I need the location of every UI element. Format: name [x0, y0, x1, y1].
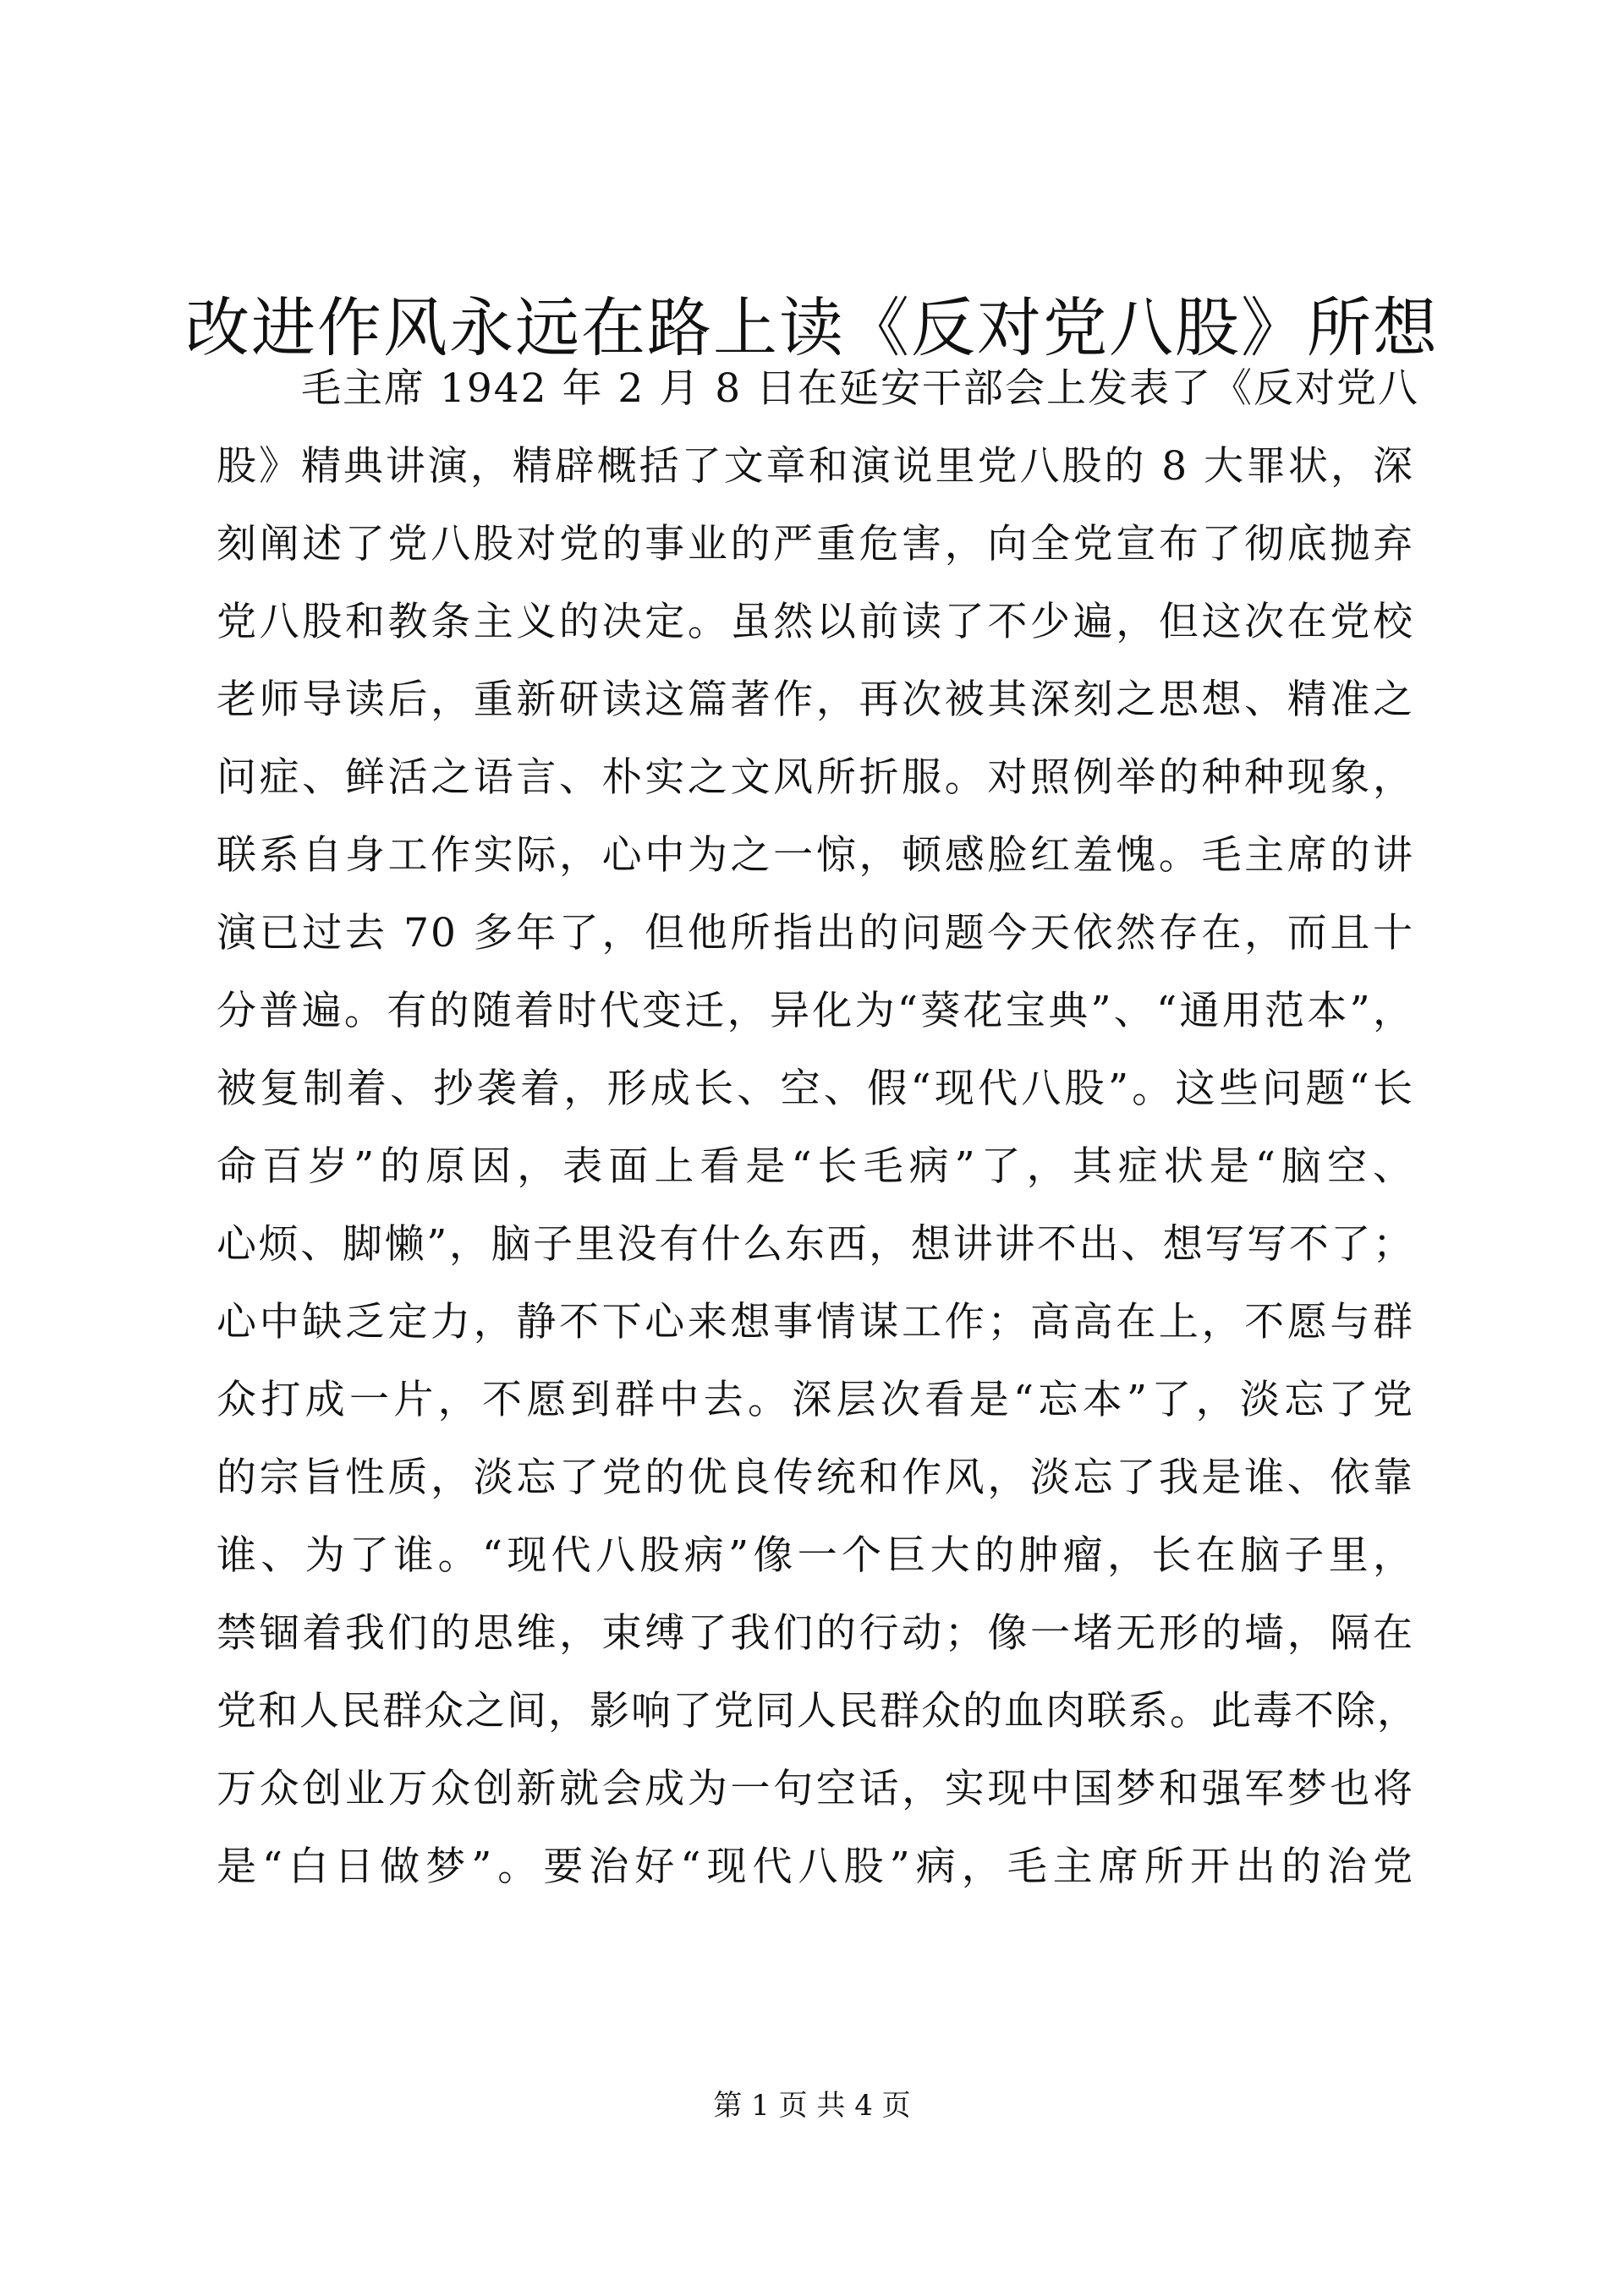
document-title: 改进作风永远在路上读《反对党八股》所想 — [185, 290, 1439, 365]
body-line: 被复制着、抄袭着，形成长、空、假“现代八股”。这些问题“长 — [217, 1066, 1414, 1112]
body-line: 问症、鲜活之语言、朴实之文风所折服。对照例举的种种现象， — [217, 754, 1414, 801]
body-line: 党八股和教条主义的决定。虽然以前读了不少遍，但这次在党校 — [217, 599, 1414, 645]
page-indicator: 第 1 页 共 4 页 — [713, 2089, 911, 2123]
page-footer — [0, 2085, 1624, 2127]
body-line: 是“白日做梦”。要治好“现代八股”病，毛主席所开出的治党 — [217, 1844, 1414, 1890]
body-line: 联系自身工作实际，心中为之一惊，顿感脸红羞愧。毛主席的讲 — [217, 832, 1414, 879]
body-line: 党和人民群众之间，影响了党同人民群众的血肉联系。此毒不除， — [217, 1688, 1418, 1734]
body-line: 禁锢着我们的思维，束缚了我们的行动；像一堵无形的墙，隔在 — [217, 1610, 1414, 1657]
body-line: 心中缺乏定力，静不下心来想事情谋工作；高高在上，不愿与群 — [217, 1299, 1414, 1345]
body-line: 毛主席 1942 年 2 月 8 日在延安干部会上发表了《反对党八 — [301, 365, 1420, 412]
document-body — [217, 350, 1420, 1906]
body-line: 万众创业万众创新就会成为一句空话，实现中国梦和强军梦也将 — [217, 1766, 1414, 1812]
body-line: 命百岁”的原因，表面上看是“长毛病”了，其症状是“脑空、 — [217, 1143, 1414, 1190]
body-line: 股》精典讲演，精辟概括了文章和演说里党八股的 8 大罪状，深 — [217, 443, 1414, 490]
body-line: 心烦、脚懒”，脑子里没有什么东西，想讲讲不出、想写写不了； — [217, 1221, 1414, 1268]
body-line: 众打成一片，不愿到群中去。深层次看是“忘本”了，淡忘了党 — [217, 1377, 1414, 1423]
body-line: 分普遍。有的随着时代变迁，异化为“葵花宝典”、“通用范本”， — [217, 988, 1414, 1034]
body-line: 的宗旨性质，淡忘了党的优良传统和作风，淡忘了我是谁、依靠 — [217, 1455, 1414, 1501]
body-line: 演已过去 70 多年了，但他所指出的问题今天依然存在，而且十 — [217, 910, 1414, 956]
body-line: 谁、为了谁。“现代八股病”像一个巨大的肿瘤，长在脑子里， — [217, 1532, 1414, 1579]
body-line: 老师导读后，重新研读这篇著作，再次被其深刻之思想、精准之 — [217, 677, 1414, 723]
body-line: 刻阐述了党八股对党的事业的严重危害，向全党宣布了彻底抛弃 — [217, 521, 1414, 567]
